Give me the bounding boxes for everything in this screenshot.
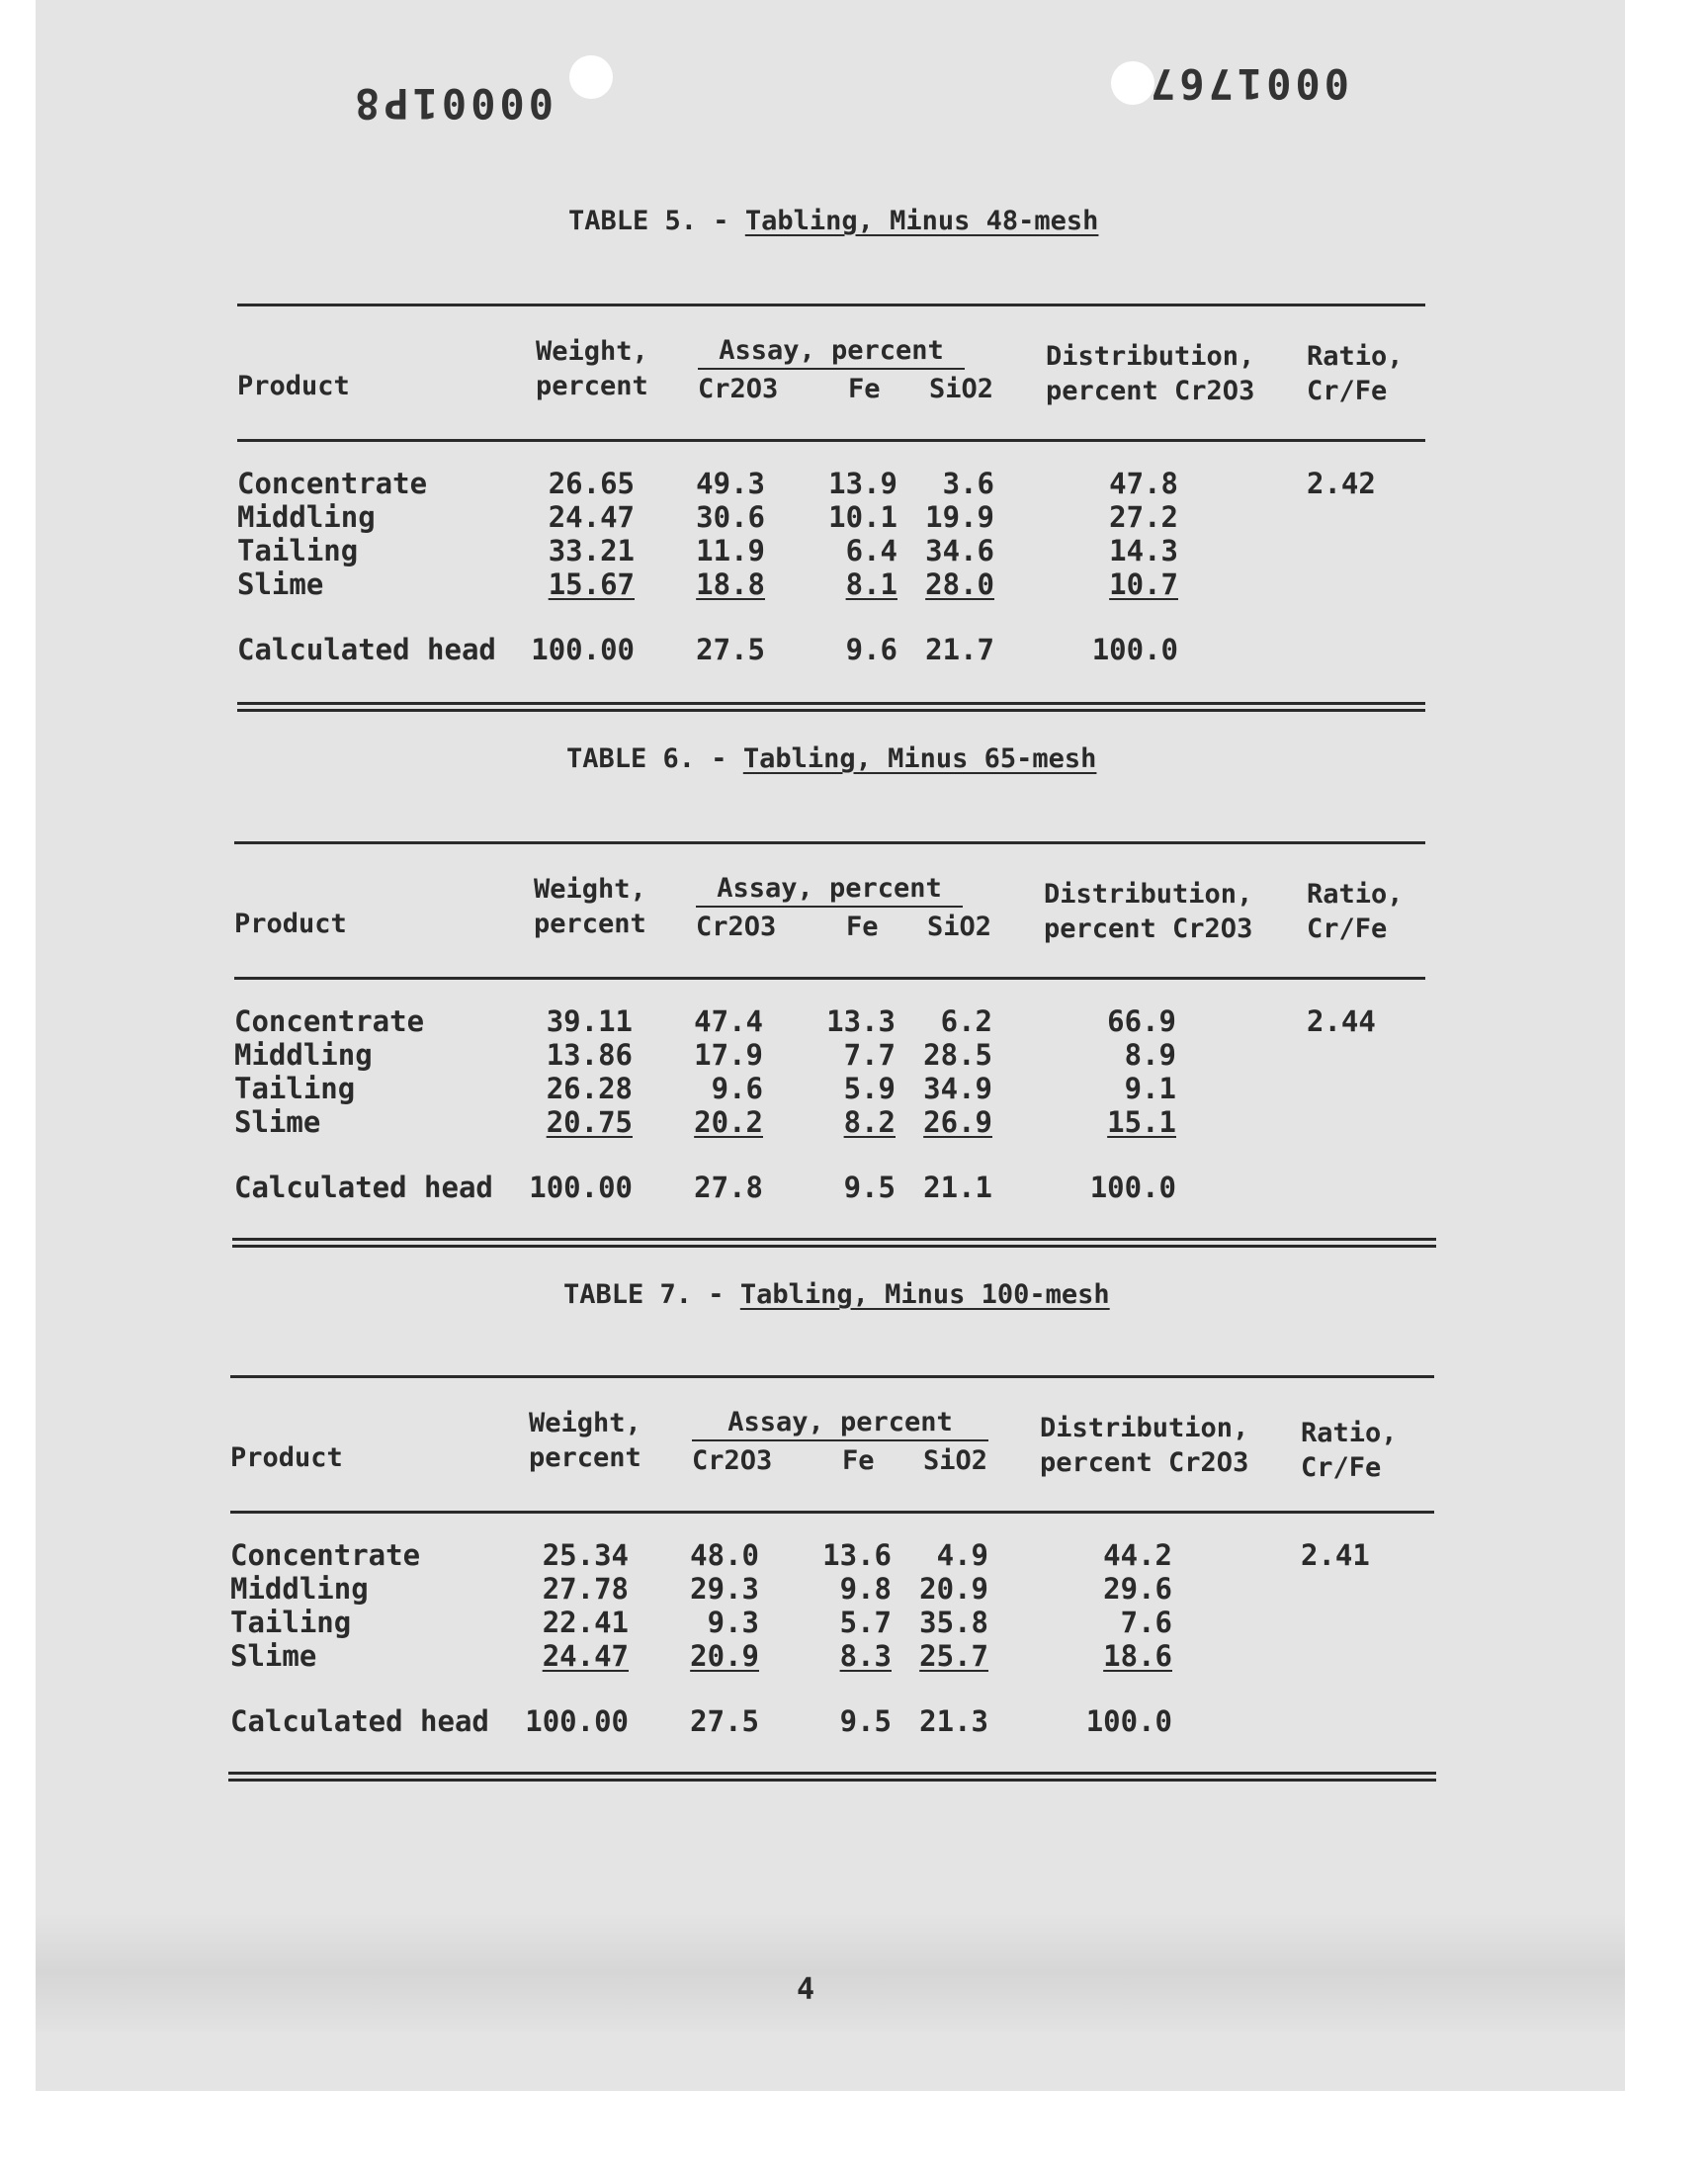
header-assay: Assay, percent [696,876,963,908]
table-title [563,1279,1110,1310]
header-ratio-2: Cr/Fe [1307,376,1388,406]
header-sio2: SiO2 [927,912,992,942]
cell-cr2o3: 18.8 [696,567,765,601]
cell-cr2o3: 20.9 [690,1639,759,1673]
cell-fe: 5.7 [839,1606,892,1639]
cell-weight: 13.86 [546,1038,633,1072]
header-distribution-2: percent Cr2O3 [1044,914,1253,944]
cell-distribution: 15.1 [1107,1105,1176,1139]
cell-weight: 26.65 [548,467,635,500]
total-fe: 9.5 [839,1704,892,1738]
table-7 [0,1269,1708,1784]
cell-weight: 39.11 [546,1004,633,1038]
cell-distribution: 8.9 [1124,1038,1176,1072]
stamp-right: 0001767 [1147,59,1350,108]
cell-product: Middling [234,1038,373,1072]
cell-fe: 13.3 [826,1004,896,1038]
total-distribution: 100.0 [1091,633,1178,666]
header-weight-1: Weight, [536,336,648,367]
cell-ratio: 2.42 [1307,467,1376,500]
cell-distribution: 29.6 [1103,1572,1172,1606]
cell-weight: 20.75 [546,1105,633,1139]
table-subtitle: Tabling, Minus 48-mesh [744,206,1099,236]
cell-distribution: 7.6 [1120,1606,1172,1639]
cell-distribution: 47.8 [1109,467,1178,500]
header-fe: Fe [846,912,879,942]
cell-fe: 8.2 [843,1105,896,1139]
cell-weight: 26.28 [546,1072,633,1105]
bottom-double-rule [232,1238,1436,1248]
total-product: Calculated head [237,633,496,666]
header-fe: Fe [842,1445,875,1476]
cell-fe: 5.9 [843,1072,896,1105]
cell-sio2: 34.9 [923,1072,992,1105]
table-5 [0,198,1708,712]
total-weight: 100.00 [531,633,635,666]
cell-distribution: 66.9 [1107,1004,1176,1038]
stamp-left: 00001P8 [351,79,555,128]
header-weight-2: percent [534,909,646,939]
total-sio2: 21.3 [919,1704,988,1738]
header-rule [230,1511,1434,1514]
header-product: Product [230,1442,343,1473]
cell-cr2o3: 20.2 [694,1105,763,1139]
bottom-double-rule [228,1772,1436,1782]
header-rule [234,977,1425,980]
cell-product: Tailing [230,1606,352,1639]
header-assay: Assay, percent [692,1410,988,1441]
cell-weight: 15.67 [548,567,635,601]
cell-product: Tailing [237,534,359,567]
total-cr2o3: 27.8 [694,1171,763,1204]
cell-sio2: 25.7 [919,1639,988,1673]
cell-product: Middling [237,500,376,534]
cell-fe: 13.9 [828,467,897,500]
total-sio2: 21.1 [923,1171,992,1204]
table-title [568,206,1098,236]
total-weight: 100.00 [529,1171,633,1204]
cell-distribution: 14.3 [1109,534,1178,567]
cell-sio2: 35.8 [919,1606,988,1639]
cell-weight: 22.41 [542,1606,629,1639]
total-cr2o3: 27.5 [696,633,765,666]
cell-fe: 10.1 [828,500,897,534]
top-rule [230,1375,1434,1378]
cell-sio2: 4.9 [936,1538,988,1572]
cell-weight: 24.47 [542,1639,629,1673]
cell-ratio: 2.44 [1307,1004,1376,1038]
header-distribution-2: percent Cr2O3 [1046,376,1255,406]
header-rule [237,439,1425,442]
total-distribution: 100.0 [1085,1704,1172,1738]
header-cr2o3: Cr2O3 [692,1445,773,1476]
cell-cr2o3: 49.3 [696,467,765,500]
header-product: Product [234,909,347,939]
header-cr2o3: Cr2O3 [696,912,777,942]
header-distribution-1: Distribution, [1040,1413,1249,1443]
header-weight-2: percent [529,1442,641,1473]
cell-distribution: 18.6 [1103,1639,1172,1673]
cell-product: Tailing [234,1072,356,1105]
cell-sio2: 20.9 [919,1572,988,1606]
scan-shadow [36,1913,1625,2032]
cell-sio2: 28.5 [923,1038,992,1072]
header-distribution-1: Distribution, [1046,341,1255,372]
total-weight: 100.00 [525,1704,629,1738]
total-fe: 9.5 [843,1171,896,1204]
header-assay: Assay, percent [698,338,965,370]
total-distribution: 100.0 [1089,1171,1176,1204]
header-ratio-2: Cr/Fe [1301,1452,1382,1483]
cell-product: Slime [234,1105,321,1139]
punch-hole-left [569,55,613,99]
cell-ratio: 2.41 [1301,1538,1370,1572]
total-cr2o3: 27.5 [690,1704,759,1738]
table-number: TABLE 5. - [568,206,745,236]
table-subtitle: Tabling, Minus 65-mesh [742,743,1097,774]
total-product: Calculated head [234,1171,493,1204]
cell-sio2: 26.9 [923,1105,992,1139]
bottom-double-rule [237,702,1425,712]
cell-fe: 9.8 [839,1572,892,1606]
cell-cr2o3: 30.6 [696,500,765,534]
table-6 [0,736,1708,1250]
cell-distribution: 27.2 [1109,500,1178,534]
table-number: TABLE 6. - [566,743,743,774]
cell-distribution: 44.2 [1103,1538,1172,1572]
top-rule [234,841,1425,844]
table-title [566,743,1096,774]
cell-product: Concentrate [237,467,428,500]
total-sio2: 21.7 [925,633,994,666]
cell-weight: 33.21 [548,534,635,567]
header-distribution-2: percent Cr2O3 [1040,1447,1249,1478]
cell-cr2o3: 9.3 [707,1606,759,1639]
header-distribution-1: Distribution, [1044,879,1253,910]
header-sio2: SiO2 [923,1445,988,1476]
cell-product: Slime [237,567,324,601]
cell-sio2: 3.6 [942,467,994,500]
cell-cr2o3: 11.9 [696,534,765,567]
table-number: TABLE 7. - [563,1279,740,1310]
header-ratio-2: Cr/Fe [1307,914,1388,944]
header-weight-1: Weight, [534,874,646,905]
header-weight-2: percent [536,371,648,401]
cell-fe: 13.6 [822,1538,892,1572]
cell-fe: 8.1 [845,567,897,601]
header-ratio-1: Ratio, [1307,879,1404,910]
cell-distribution: 10.7 [1109,567,1178,601]
cell-product: Slime [230,1639,317,1673]
header-product: Product [237,371,350,401]
cell-weight: 27.78 [542,1572,629,1606]
table-subtitle: Tabling, Minus 100-mesh [739,1279,1110,1310]
header-ratio-1: Ratio, [1301,1418,1398,1448]
total-fe: 9.6 [845,633,897,666]
cell-product: Concentrate [234,1004,425,1038]
cell-product: Middling [230,1572,369,1606]
cell-fe: 6.4 [845,534,897,567]
cell-weight: 24.47 [548,500,635,534]
cell-fe: 7.7 [843,1038,896,1072]
cell-cr2o3: 48.0 [690,1538,759,1572]
cell-sio2: 19.9 [925,500,994,534]
header-fe: Fe [848,374,881,404]
cell-cr2o3: 17.9 [694,1038,763,1072]
header-sio2: SiO2 [929,374,994,404]
header-ratio-1: Ratio, [1307,341,1404,372]
cell-product: Concentrate [230,1538,421,1572]
cell-distribution: 9.1 [1124,1072,1176,1105]
page-number: 4 [797,1972,815,2007]
cell-cr2o3: 47.4 [694,1004,763,1038]
total-product: Calculated head [230,1704,489,1738]
cell-sio2: 6.2 [940,1004,992,1038]
cell-fe: 8.3 [839,1639,892,1673]
top-rule [237,304,1425,306]
cell-cr2o3: 29.3 [690,1572,759,1606]
header-cr2o3: Cr2O3 [698,374,779,404]
header-weight-1: Weight, [529,1408,641,1438]
cell-sio2: 28.0 [925,567,994,601]
cell-sio2: 34.6 [925,534,994,567]
cell-cr2o3: 9.6 [711,1072,763,1105]
cell-weight: 25.34 [542,1538,629,1572]
